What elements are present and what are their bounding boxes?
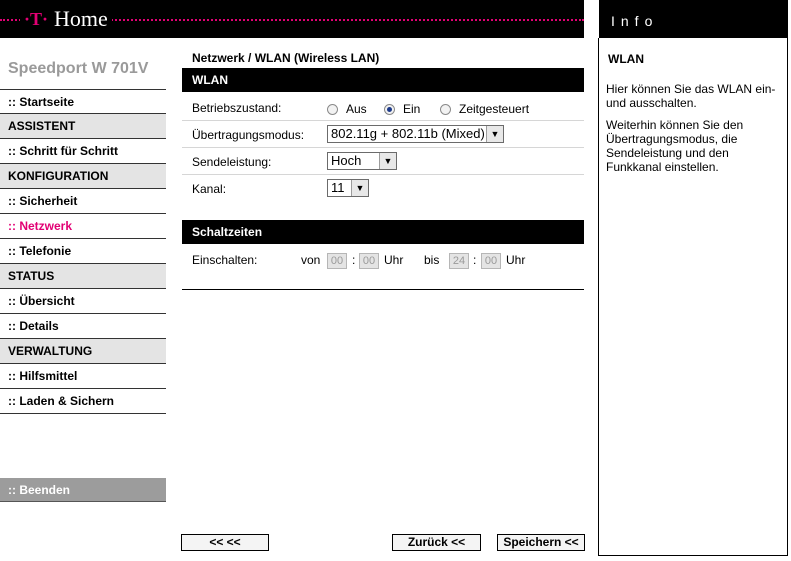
section-divider xyxy=(182,289,584,290)
power-row xyxy=(182,148,584,175)
transfer-mode-select[interactable] xyxy=(327,125,504,143)
sidebar-section-konfiguration: KONFIGURATION xyxy=(0,164,166,189)
mode-row xyxy=(182,94,584,121)
t-mark: ·T· xyxy=(24,8,49,29)
chevron-down-icon[interactable]: ▼ xyxy=(486,126,503,142)
sidebar-item-startseite[interactable]: :: Startseite xyxy=(0,89,166,114)
info-panel-title: WLAN xyxy=(608,52,644,66)
transfer-mode-value: 802.11g + 802.11b (Mixed) xyxy=(331,126,485,141)
info-header xyxy=(599,0,788,38)
radio-zeitgesteuert[interactable] xyxy=(440,102,529,116)
sidebar-nav xyxy=(0,89,166,414)
mode-label: Betriebszustand: xyxy=(192,101,282,115)
from-hour-input[interactable]: 00 xyxy=(327,253,347,269)
sidebar-section-assistent: ASSISTENT xyxy=(0,114,166,139)
info-paragraph-2: Weiterhin können Sie den Übertragungsmodus, die Sendeleistung und den Funkkanal einstellen. xyxy=(606,118,744,174)
sidebar-item-uebersicht[interactable]: :: Übersicht xyxy=(0,289,166,314)
from-label: von xyxy=(301,253,321,267)
to-hour-input[interactable]: 24 xyxy=(449,253,469,269)
sidebar-item-netzwerk[interactable]: :: Netzwerk xyxy=(0,214,166,239)
to-label: bis xyxy=(424,253,440,267)
radio-aus-indicator[interactable] xyxy=(327,104,338,115)
from-minute-input[interactable]: 00 xyxy=(359,253,379,269)
time-colon: : xyxy=(473,253,477,267)
to-minute-input[interactable]: 00 xyxy=(481,253,501,269)
sidebar-item-telefonie[interactable]: :: Telefonie xyxy=(0,239,166,264)
sidebar-section-verwaltung: VERWALTUNG xyxy=(0,339,166,364)
home-title: Home xyxy=(54,6,108,31)
channel-row xyxy=(182,175,584,202)
schedule-section-header: Schaltzeiten xyxy=(182,220,584,244)
transfer-label: Übertragungsmodus: xyxy=(192,128,305,142)
chevron-down-icon[interactable]: ▼ xyxy=(351,180,368,196)
chevron-down-icon[interactable]: ▼ xyxy=(379,153,396,169)
logout-link[interactable]: :: Beenden xyxy=(0,478,166,502)
power-select[interactable] xyxy=(327,152,397,170)
channel-select[interactable] xyxy=(327,179,369,197)
power-value: Hoch xyxy=(331,153,362,168)
radio-zeitgesteuert-indicator[interactable] xyxy=(440,104,451,115)
to-uhr-label: Uhr xyxy=(506,253,526,267)
info-header-title: Info xyxy=(611,13,659,29)
radio-aus[interactable] xyxy=(327,102,367,116)
device-brand: Speedport W 701V xyxy=(8,60,149,77)
from-uhr-label: Uhr xyxy=(384,253,404,267)
channel-label: Kanal: xyxy=(192,182,227,196)
transfer-row xyxy=(182,121,584,148)
radio-ein-label: Ein xyxy=(403,102,421,116)
sidebar-item-schritt-fuer-schritt[interactable]: :: Schritt für Schritt xyxy=(0,139,166,164)
back-all-button[interactable]: << << xyxy=(181,534,269,551)
radio-aus-label: Aus xyxy=(346,102,367,116)
header-bar xyxy=(0,0,584,38)
breadcrumb: Netzwerk / WLAN (Wireless LAN) xyxy=(192,51,380,65)
save-button[interactable]: Speichern << xyxy=(497,534,585,551)
sidebar-item-laden-sichern[interactable]: :: Laden & Sichern xyxy=(0,389,166,414)
schedule-label: Einschalten: xyxy=(192,253,258,267)
sidebar-section-status: STATUS xyxy=(0,264,166,289)
channel-value: 11 xyxy=(331,180,345,195)
sidebar-item-sicherheit[interactable]: :: Sicherheit xyxy=(0,189,166,214)
radio-ein[interactable] xyxy=(384,102,420,116)
info-paragraph-1: Hier können Sie das WLAN ein- und ausschalten. xyxy=(606,82,776,110)
schedule-row xyxy=(182,246,584,273)
wlan-section-header: WLAN xyxy=(182,68,584,92)
sidebar-item-details[interactable]: :: Details xyxy=(0,314,166,339)
radio-ein-indicator[interactable] xyxy=(384,104,395,115)
telekom-logo[interactable] xyxy=(20,6,112,32)
sidebar-item-hilfsmittel[interactable]: :: Hilfsmittel xyxy=(0,364,166,389)
power-label: Sendeleistung: xyxy=(192,155,272,169)
radio-zeitgesteuert-label: Zeitgesteuert xyxy=(459,102,530,116)
info-panel xyxy=(598,38,788,556)
back-button[interactable]: Zurück << xyxy=(392,534,481,551)
time-colon: : xyxy=(352,253,356,267)
